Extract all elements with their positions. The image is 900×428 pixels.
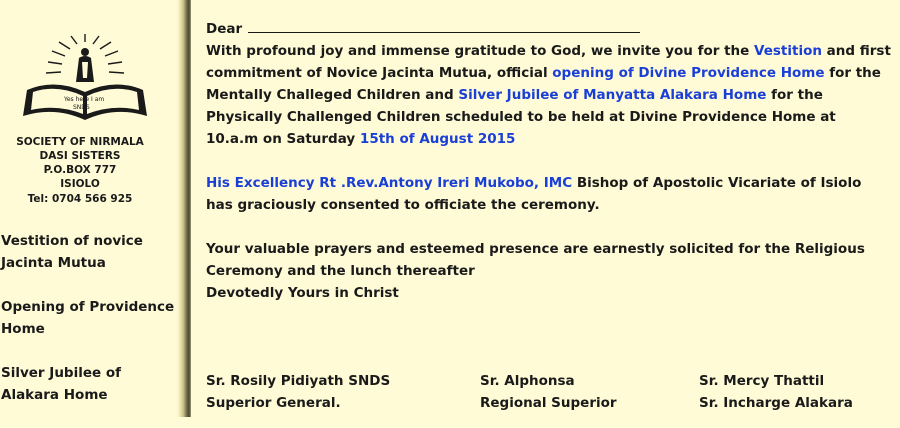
prayers-paragraph: Your valuable prayers and esteemed presence are earnestly solicited for the Religious Ceremony and the lunch thereafter	[206, 241, 865, 279]
invitation-paragraph	[206, 40, 892, 150]
invitation-text-1: With profound joy and immense gratitude to God, we invite you for the	[206, 43, 755, 59]
address-block	[0, 135, 160, 206]
letter-body	[206, 18, 892, 304]
highlight-vestition: Vestition	[754, 43, 822, 59]
signatory-name: Sr. Mercy Thattil	[699, 373, 825, 389]
salutation-line	[206, 18, 892, 40]
bishop-text: Bishop of Apostolic Vicariate of Isiolo has graciously consented to officiate the ceremony.	[206, 175, 862, 213]
signatory-title: Sr. Incharge Alakara	[699, 395, 853, 411]
invitation-text-3: for the Mentally Challeged Children and	[206, 65, 881, 103]
bishop-paragraph	[206, 172, 892, 216]
closing-line: Devotedly Yours in Christ	[206, 285, 399, 301]
highlight-jubilee: Silver Jubilee of Manyatta Alakara Home	[458, 87, 767, 103]
address-telephone: Tel: 0704 566 925	[27, 193, 133, 205]
signature-superior-general	[206, 370, 390, 414]
salutation: Dear	[206, 21, 243, 37]
highlight-opening: opening of Divine Providence Home	[552, 65, 825, 81]
highlight-bishop: His Excellency Rt .Rev.Antony Ireri Mukobo, IMC	[206, 175, 573, 191]
address-line-4: ISIOLO	[60, 178, 100, 190]
event-item-vestition: Vestition of novice Jacinta Mutua	[1, 233, 143, 271]
highlight-date: 15th of August 2015	[359, 131, 516, 147]
event-list	[1, 230, 177, 428]
event-item-opening: Opening of Providence Home	[1, 299, 175, 337]
address-line-3: P.O.BOX 777	[43, 164, 117, 176]
address-line-1: SOCIETY OF NIRMALA	[16, 136, 144, 148]
signatory-name: Sr. Rosily Pidiyath SNDS	[206, 373, 391, 389]
signatory-title: Superior General.	[206, 395, 341, 411]
signatory-name: Sr. Alphonsa	[480, 373, 575, 389]
signature-regional-superior	[480, 370, 617, 414]
event-item-jubilee: Silver Jubilee of Alakara Home	[1, 365, 122, 403]
invitation-text-2: and first commitment of Novice Jacinta Mutua, official	[206, 43, 891, 81]
sidebar	[0, 0, 178, 417]
congregation-emblem-icon	[15, 34, 155, 124]
address-line-2: DASI SISTERS	[39, 150, 121, 162]
signatory-title: Regional Superior	[480, 395, 617, 411]
logo-motto-line2: SNDS	[73, 104, 90, 111]
addressee-blank	[248, 18, 640, 33]
logo-motto-line1: Yes here I am	[64, 96, 105, 103]
page-divider	[177, 0, 191, 417]
signature-incharge	[699, 370, 853, 414]
invitation-text-4: for the Physically Challenged Children scheduled to be held at Divine Providence Home at 10.a.m on Saturday	[206, 87, 836, 147]
